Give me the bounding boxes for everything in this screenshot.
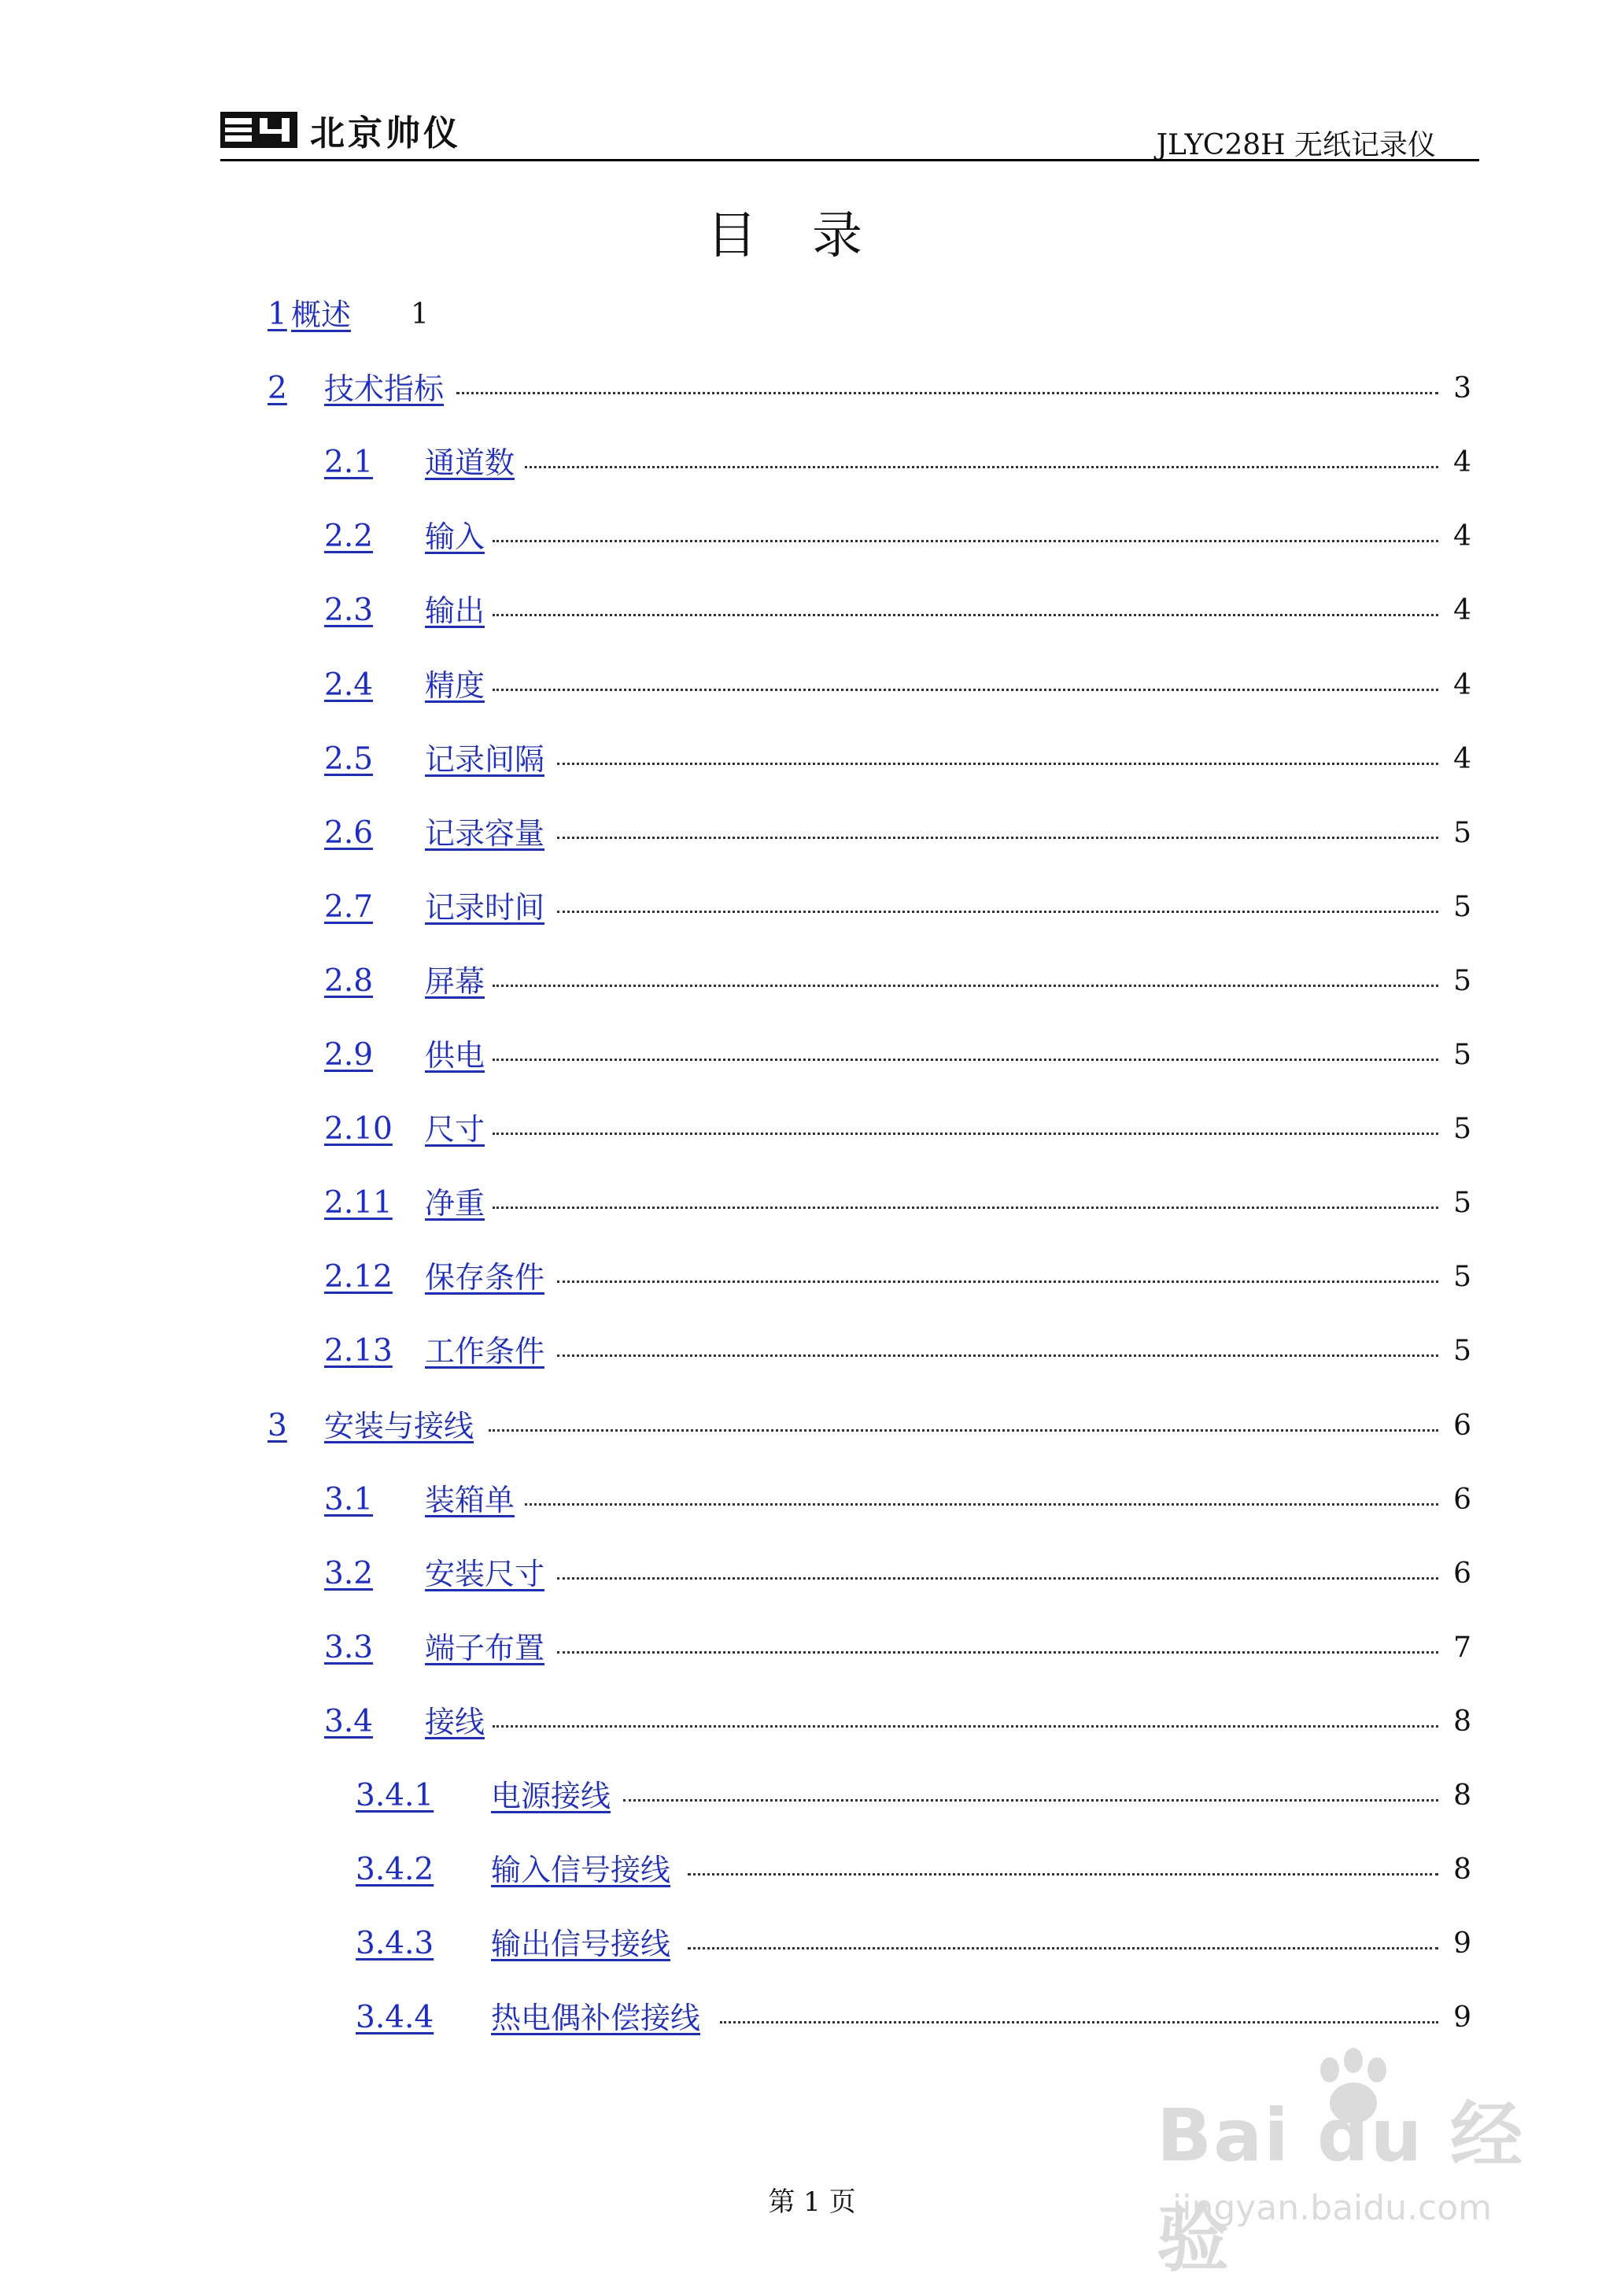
toc-entry-label[interactable]: 精度	[425, 668, 485, 703]
toc-entry-page: 6	[1453, 1410, 1471, 1442]
toc-entry-label[interactable]: 输出	[425, 593, 485, 628]
toc-leader-dots	[489, 1429, 1438, 1432]
toc-entry-label[interactable]: 供电	[425, 1038, 485, 1073]
toc-entry[interactable]	[0, 1032, 1624, 1079]
toc-entry-page: 4	[1453, 520, 1471, 552]
toc-entry-number[interactable]: 2.11	[324, 1185, 393, 1221]
toc-leader-dots	[557, 1354, 1438, 1357]
toc-entry[interactable]	[0, 1846, 1624, 1894]
toc-leader-dots	[557, 763, 1438, 765]
toc-entry-number[interactable]: 2	[268, 371, 287, 406]
toc-entry-number[interactable]: 2.10	[324, 1111, 393, 1147]
toc-entry-label[interactable]: 工作条件	[425, 1334, 545, 1369]
toc-entry-page: 6	[1453, 1484, 1471, 1516]
toc-entry-label[interactable]: 接线	[425, 1705, 485, 1739]
toc-entry-page: 8	[1453, 1853, 1471, 1886]
toc-entry[interactable]	[0, 1402, 1624, 1450]
toc-entry[interactable]	[0, 1550, 1624, 1598]
watermark-url: jingyan.baidu.com	[1172, 2188, 1493, 2228]
toc-leader-dots	[493, 985, 1438, 987]
toc-leader-dots	[493, 614, 1438, 616]
toc-entry-page: 9	[1453, 2001, 1471, 2034]
toc-entry[interactable]	[0, 1772, 1624, 1820]
toc-entry[interactable]	[0, 1476, 1624, 1524]
company-name: 北京帅仪	[310, 113, 461, 153]
toc-entry-label[interactable]: 尺寸	[425, 1112, 485, 1147]
toc-leader-dots	[623, 1799, 1438, 1802]
toc-leader-dots	[525, 1503, 1438, 1506]
toc-leader-dots	[688, 1947, 1438, 1949]
toc-entry-number[interactable]: 2.2	[324, 519, 374, 554]
toc-leader-dots	[720, 2021, 1438, 2023]
toc-entry[interactable]	[0, 884, 1624, 931]
toc-entry-page: 4	[1453, 743, 1471, 775]
toc-entry-label[interactable]: 装箱单	[425, 1483, 515, 1517]
toc-entry-number[interactable]: 2.8	[324, 963, 374, 999]
product-name: JLYC28H 无纸记录仪	[1156, 129, 1436, 161]
toc-entry[interactable]	[0, 1698, 1624, 1746]
toc-entry-page: 5	[1453, 1039, 1471, 1071]
toc-entry-label[interactable]: 输出信号接线	[491, 1927, 671, 1961]
toc-leader-dots	[493, 1725, 1438, 1728]
page-title: 目录	[707, 207, 917, 265]
toc-leader-dots	[493, 689, 1438, 691]
toc-entry-number[interactable]: 3	[268, 1408, 287, 1443]
toc-entry-label[interactable]: 概述	[291, 298, 352, 332]
toc-entry-label[interactable]: 记录间隔	[425, 742, 545, 777]
toc-entry-page: 9	[1453, 1927, 1471, 1960]
toc-entry-number[interactable]: 2.6	[324, 815, 374, 851]
toc-entry[interactable]	[0, 810, 1624, 857]
toc-leader-dots	[557, 911, 1438, 913]
toc-entry[interactable]	[0, 736, 1624, 783]
toc-entry-page: 4	[1453, 594, 1471, 626]
toc-entry-number[interactable]: 3.4.1	[356, 1778, 434, 1813]
toc-entry-number[interactable]: 2.13	[324, 1333, 393, 1369]
toc-leader-dots	[493, 1059, 1438, 1061]
toc-entry-page: 5	[1453, 1335, 1471, 1367]
toc-entry-number[interactable]: 2.9	[324, 1037, 374, 1073]
toc-leader-dots	[557, 1651, 1438, 1654]
toc-entry-label[interactable]: 净重	[425, 1186, 485, 1221]
toc-entry-page: 5	[1453, 891, 1471, 923]
toc-leader-dots	[688, 1873, 1438, 1876]
toc-entry[interactable]	[0, 1920, 1624, 1968]
toc-entry-number[interactable]: 3.4.4	[356, 2000, 434, 2035]
toc-entry-number[interactable]: 2.7	[324, 889, 374, 925]
toc-entry-number[interactable]: 2.4	[324, 667, 374, 703]
toc-entry-page: 5	[1453, 1187, 1471, 1219]
toc-leader-dots	[493, 1207, 1438, 1209]
toc-leader-dots	[557, 837, 1438, 839]
toc-entry-label[interactable]: 输入信号接线	[491, 1853, 671, 1887]
toc-entry-page: 5	[1453, 817, 1471, 849]
toc-entry[interactable]	[0, 1624, 1624, 1672]
toc-entry-label[interactable]: 屏幕	[425, 964, 485, 999]
page-number-footer: 第 1 页	[768, 2186, 856, 2218]
toc-entry[interactable]	[0, 1328, 1624, 1375]
toc-entry-label[interactable]: 安装尺寸	[425, 1557, 545, 1591]
toc-entry-page: 6	[1453, 1558, 1471, 1590]
toc-entry-number[interactable]: 3.4.3	[356, 1926, 434, 1961]
toc-entry-number[interactable]: 3.3	[324, 1630, 374, 1665]
toc-entry-number[interactable]: 3.4.2	[356, 1852, 434, 1887]
toc-entry-label[interactable]: 电源接线	[491, 1779, 611, 1813]
toc-entry-label[interactable]: 通道数	[425, 445, 515, 480]
toc-entry[interactable]	[0, 291, 1624, 338]
toc-entry-page: 5	[1453, 1113, 1471, 1145]
toc-entry-number[interactable]: 2.3	[324, 593, 374, 628]
toc-entry-page: 4	[1453, 446, 1471, 479]
toc-entry[interactable]	[0, 587, 1624, 634]
toc-leader-dots	[557, 1281, 1438, 1283]
toc-entry-number[interactable]: 2.1	[324, 445, 374, 480]
toc-entry-label[interactable]: 端子布置	[425, 1631, 545, 1665]
toc-entry-page: 4	[1453, 669, 1471, 701]
toc-entry-page: 5	[1453, 965, 1471, 997]
toc-entry-number[interactable]: 2.5	[324, 741, 374, 777]
toc-entry[interactable]	[0, 1106, 1624, 1153]
toc-entry[interactable]	[0, 365, 1624, 412]
toc-entry-page: 5	[1453, 1261, 1471, 1293]
toc-leader-dots	[456, 392, 1438, 394]
toc-entry[interactable]	[0, 1994, 1624, 2042]
toc-leader-dots	[525, 466, 1438, 468]
toc-entry-number[interactable]: 3.1	[324, 1482, 374, 1517]
toc-entry[interactable]	[0, 439, 1624, 486]
toc-entry-page: 8	[1453, 1779, 1471, 1812]
toc-entry-label[interactable]: 安装与接线	[324, 1409, 474, 1443]
toc-leader-dots	[493, 1133, 1438, 1135]
toc-entry-label[interactable]: 输入	[425, 519, 485, 554]
toc-leader-dots	[493, 540, 1438, 542]
toc-entry-number[interactable]: 2.12	[324, 1259, 393, 1295]
toc-entry-label[interactable]: 记录时间	[425, 890, 545, 925]
watermark-main-text: Bai du 经验	[1157, 2094, 1525, 2282]
toc-entry-label[interactable]: 技术指标	[324, 371, 445, 406]
toc-leader-dots	[557, 1577, 1438, 1580]
toc-entry-number[interactable]: 1	[268, 297, 287, 332]
toc-entry[interactable]	[0, 958, 1624, 1005]
toc-entry-page: 7	[1453, 1632, 1471, 1664]
toc-entry-number[interactable]: 3.4	[324, 1704, 374, 1739]
toc-entry[interactable]	[0, 662, 1624, 709]
toc-entry[interactable]	[0, 513, 1624, 560]
toc-entry-page: 3	[1453, 372, 1471, 405]
toc-entry-page: 8	[1453, 1706, 1471, 1738]
toc-entry-label[interactable]: 保存条件	[425, 1260, 545, 1295]
toc-entry-label[interactable]: 记录容量	[425, 816, 545, 851]
toc-entry-number[interactable]: 3.2	[324, 1556, 374, 1591]
toc-entry-page: 1	[411, 298, 429, 331]
toc-entry[interactable]	[0, 1180, 1624, 1227]
toc-entry-label[interactable]: 热电偶补偿接线	[491, 2001, 701, 2035]
toc-entry[interactable]	[0, 1254, 1624, 1301]
